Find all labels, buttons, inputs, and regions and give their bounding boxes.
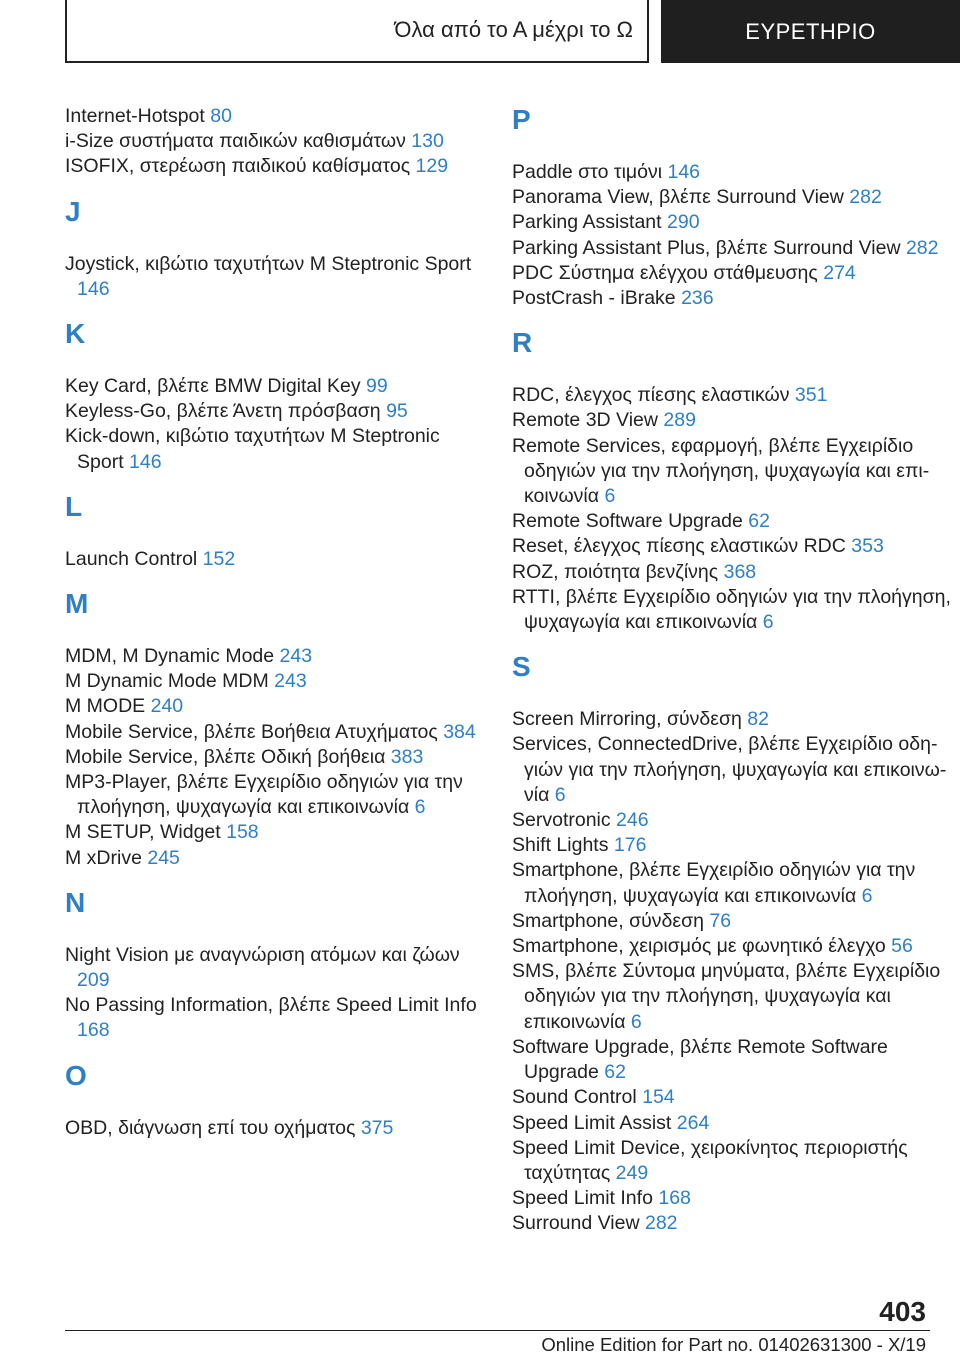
entry-text: Smartphone, βλέπε Εγχειρίδιο οδηγιών για την πλοήγηση, ψυχαγωγία και επικοινωνία xyxy=(512,859,916,907)
index-entry xyxy=(512,934,952,959)
page-link[interactable]: 62 xyxy=(604,1061,626,1084)
entry-text: i-Size συστήματα παιδικών καθισμάτων xyxy=(65,130,412,153)
entry-text: Services, ConnectedDrive, βλέπε Εγχειρίδιο οδηγιών για την πλοήγηση, ψυχαγωγία και επικοινωνία xyxy=(512,733,947,806)
index-entry xyxy=(65,547,485,572)
page-link[interactable]: 290 xyxy=(667,211,700,234)
section-letter: P xyxy=(512,104,531,135)
entry-text: Remote Services, εφαρμογή, βλέπε Εγχειρίδιο οδηγιών για την πλοήγηση, ψυχαγωγία και επικοινωνία xyxy=(512,434,930,508)
page-link[interactable]: 384 xyxy=(443,720,476,743)
index-entry xyxy=(65,1116,485,1141)
tab-index-label: ΕΥΡΕΤΗΡΙΟ xyxy=(745,18,876,44)
entry-text: RTTI, βλέπε Εγχειρίδιο οδηγιών για την πλοήγηση, ψυχαγωγία και επικοινωνία xyxy=(512,585,951,634)
entry-text: Panorama View, βλέπε Surround View xyxy=(512,186,850,209)
section-letter: R xyxy=(512,327,533,359)
page-link[interactable]: 282 xyxy=(644,1212,678,1235)
page-link[interactable]: 245 xyxy=(147,846,180,869)
entry-text: Remote 3D View xyxy=(512,409,664,432)
page-link[interactable]: 99 xyxy=(366,375,388,398)
index-column-left xyxy=(65,104,485,1141)
page-link[interactable]: 154 xyxy=(642,1086,675,1109)
tab-a-to-z[interactable] xyxy=(65,0,649,63)
entry-text: Software Upgrade, βλέπε Remote Software Upgrade xyxy=(512,1035,888,1084)
index-entry xyxy=(65,820,485,845)
edition-text: Online Edition for Part no. 01402631300 - X/19 xyxy=(541,1334,926,1355)
index-entry xyxy=(512,383,952,408)
page-link[interactable]: 240 xyxy=(150,695,184,718)
index-entry xyxy=(65,669,485,694)
entry-text: Speed Limit Assist xyxy=(512,1111,677,1134)
index-entry xyxy=(512,585,952,635)
index-entry xyxy=(512,732,952,808)
page-link[interactable]: 76 xyxy=(709,909,732,932)
page-link[interactable]: 158 xyxy=(226,821,259,844)
entry-text: Speed Limit Info xyxy=(512,1187,659,1210)
index-entry xyxy=(65,129,485,154)
page-link[interactable]: 146 xyxy=(129,450,162,473)
entry-text: Servotronic xyxy=(512,809,617,832)
entry-text: OBD, διάγνωση επί του οχήματος xyxy=(65,1116,361,1139)
index-entry xyxy=(512,1136,952,1186)
index-entry xyxy=(65,720,485,745)
index-column-right xyxy=(512,104,952,1237)
entry-text: ROZ, ποιότητα βενζίνης xyxy=(512,560,724,583)
tab-index[interactable] xyxy=(661,0,960,63)
section-letter: J xyxy=(65,195,81,227)
page-link[interactable]: 146 xyxy=(77,277,110,300)
entry-text: Parking Assistant xyxy=(512,211,667,234)
footer-divider xyxy=(65,1330,930,1331)
page-link[interactable]: 353 xyxy=(851,535,884,558)
index-entry xyxy=(512,909,952,934)
entry-text: M SETUP, Widget xyxy=(65,821,227,844)
index-entry xyxy=(512,185,952,210)
index-entry xyxy=(512,261,952,286)
index-entry xyxy=(65,374,485,399)
page-link[interactable]: 146 xyxy=(667,161,701,183)
index-entry xyxy=(512,1035,952,1085)
index-entry xyxy=(512,858,952,908)
entry-text: Kick-down, κιβώτιο ταχυτήτων M Steptronic Sport xyxy=(65,425,440,473)
entry-text: Paddle στο τιμόνι xyxy=(512,161,668,183)
page-link[interactable]: 6 xyxy=(604,485,616,508)
entry-text: Night Vision με αναγνώριση ατόμων και ζώων xyxy=(65,943,460,966)
page-link[interactable]: 95 xyxy=(386,400,408,423)
page-link[interactable]: 6 xyxy=(554,783,566,806)
entry-text: PostCrash - iBrake xyxy=(512,287,682,310)
index-entry xyxy=(512,1211,952,1236)
page-link[interactable]: 274 xyxy=(823,261,856,284)
entry-text: Reset, έλεγχος πίεσης ελαστικών RDC xyxy=(512,535,852,558)
entry-text: M Dynamic Mode MDM xyxy=(65,670,275,693)
page-link[interactable]: 168 xyxy=(658,1187,691,1210)
entry-text: PDC Σύστημα ελέγχου στάθμευσης xyxy=(512,261,824,284)
index-entry xyxy=(512,959,952,1035)
entry-text: Internet-Hotspot xyxy=(65,105,211,127)
entry-text: Key Card, βλέπε BMW Digital Key xyxy=(65,375,367,398)
index-entry xyxy=(65,252,485,302)
entry-text: RDC, έλεγχος πίεσης ελαστικών xyxy=(512,384,795,407)
index-entry xyxy=(65,644,485,669)
index-entry xyxy=(65,424,485,474)
page-link[interactable]: 129 xyxy=(415,155,449,178)
index-entry xyxy=(512,210,952,235)
index-entry xyxy=(512,808,952,833)
page-link[interactable]: 56 xyxy=(891,935,913,958)
entry-text: ISOFIX, στερέωση παιδικού καθίσματος xyxy=(65,155,416,178)
page-link[interactable]: 62 xyxy=(748,510,770,533)
page-link[interactable]: 282 xyxy=(905,236,939,259)
entry-text: Speed Limit Device, χειροκίνητος περιοριστής ταχύτητας xyxy=(512,1136,908,1184)
page-link[interactable]: 176 xyxy=(613,834,647,857)
index-entry xyxy=(65,943,485,993)
section-letter: S xyxy=(512,651,531,683)
page-link[interactable]: 249 xyxy=(615,1161,649,1184)
index-entry xyxy=(65,993,485,1043)
entry-text: MP3-Player, βλέπε Εγχειρίδιο οδηγιών για την πλοήγηση, ψυχαγωγία και επικοινωνία xyxy=(65,771,463,819)
entry-text: M MODE xyxy=(65,695,151,718)
index-entry xyxy=(65,154,485,179)
tab-a-to-z-label: Όλα από το Α μέχρι το Ω xyxy=(394,16,633,42)
index-entry xyxy=(512,434,952,510)
section-letter: N xyxy=(65,886,86,918)
index-entry xyxy=(512,534,952,559)
page-link[interactable]: 6 xyxy=(630,1010,642,1033)
entry-text: M xDrive xyxy=(65,846,148,869)
entry-text: Parking Assistant Plus, βλέπε Surround View xyxy=(512,236,906,259)
entry-text: Launch Control xyxy=(65,547,203,570)
page-link[interactable]: 168 xyxy=(77,1019,110,1042)
page-link[interactable]: 246 xyxy=(616,809,649,832)
page-link[interactable]: 351 xyxy=(794,384,828,407)
page-number: 403 xyxy=(879,1296,926,1327)
index-entry xyxy=(512,833,952,858)
entry-text: No Passing Information, βλέπε Speed Limit Info xyxy=(65,994,477,1017)
section-letter: O xyxy=(65,1059,87,1091)
entry-text: Mobile Service, βλέπε Οδική βοήθεια xyxy=(65,745,391,768)
entry-text: Mobile Service, βλέπε Βοήθεια Ατυχήματος xyxy=(65,720,444,743)
page-link[interactable]: 152 xyxy=(202,547,236,570)
page-link[interactable]: 236 xyxy=(681,287,714,310)
entry-text: MDM, M Dynamic Mode xyxy=(65,645,280,668)
page-link[interactable]: 130 xyxy=(411,130,444,153)
entry-text: Keyless-Go, βλέπε Άνετη πρόσβαση xyxy=(65,400,387,423)
index-entry xyxy=(65,846,485,871)
entry-text: Screen Mirroring, σύνδεση xyxy=(512,708,748,731)
index-entry xyxy=(65,399,485,424)
page-link[interactable]: 375 xyxy=(360,1116,394,1139)
page-link[interactable]: 243 xyxy=(274,670,307,693)
index-entry xyxy=(512,560,952,585)
page-link[interactable]: 6 xyxy=(762,611,774,634)
index-entry xyxy=(512,408,952,433)
page-link[interactable]: 383 xyxy=(390,745,424,768)
page-link[interactable]: 289 xyxy=(663,409,696,432)
entry-text: Sound Control xyxy=(512,1086,643,1109)
page-link[interactable]: 243 xyxy=(279,645,313,668)
index-entry xyxy=(512,236,952,261)
index-entry xyxy=(65,694,485,719)
index-entry xyxy=(512,286,952,311)
page-link[interactable]: 82 xyxy=(747,708,769,731)
index-entry xyxy=(512,509,952,534)
page-link[interactable]: 80 xyxy=(210,105,232,127)
page-link[interactable]: 264 xyxy=(676,1111,710,1134)
index-entry xyxy=(512,1085,952,1110)
entry-text: SMS, βλέπε Σύντομα μηνύματα, βλέπε Εγχειρίδιο οδηγιών για την πλοήγηση, ψυχαγωγία και επικοινωνία xyxy=(512,960,941,1033)
index-entry xyxy=(512,1111,952,1136)
entry-text: Smartphone, σύνδεση xyxy=(512,909,710,932)
index-entry xyxy=(65,104,485,129)
index-entry xyxy=(65,745,485,770)
index-entry xyxy=(512,707,952,732)
page-link[interactable]: 6 xyxy=(414,796,426,819)
page-link[interactable]: 6 xyxy=(861,884,873,907)
section-letter: L xyxy=(65,490,83,522)
section-letter: M xyxy=(65,588,89,620)
section-letter: K xyxy=(65,318,86,350)
index-entry xyxy=(512,160,952,185)
page-link[interactable]: 368 xyxy=(723,560,757,583)
entry-text: Smartphone, χειρισμός με φωνητικό έλεγχο xyxy=(512,935,892,958)
entry-text: Surround View xyxy=(512,1212,645,1235)
page-link[interactable]: 282 xyxy=(849,186,882,209)
entry-text: Joystick, κιβώτιο ταχυτήτων M Steptronic Sport xyxy=(65,252,472,275)
index-entry xyxy=(65,770,485,820)
entry-text: Shift Lights xyxy=(512,834,614,857)
page-link[interactable]: 209 xyxy=(77,969,110,992)
index-entry xyxy=(512,1186,952,1211)
entry-text: Remote Software Upgrade xyxy=(512,510,749,533)
